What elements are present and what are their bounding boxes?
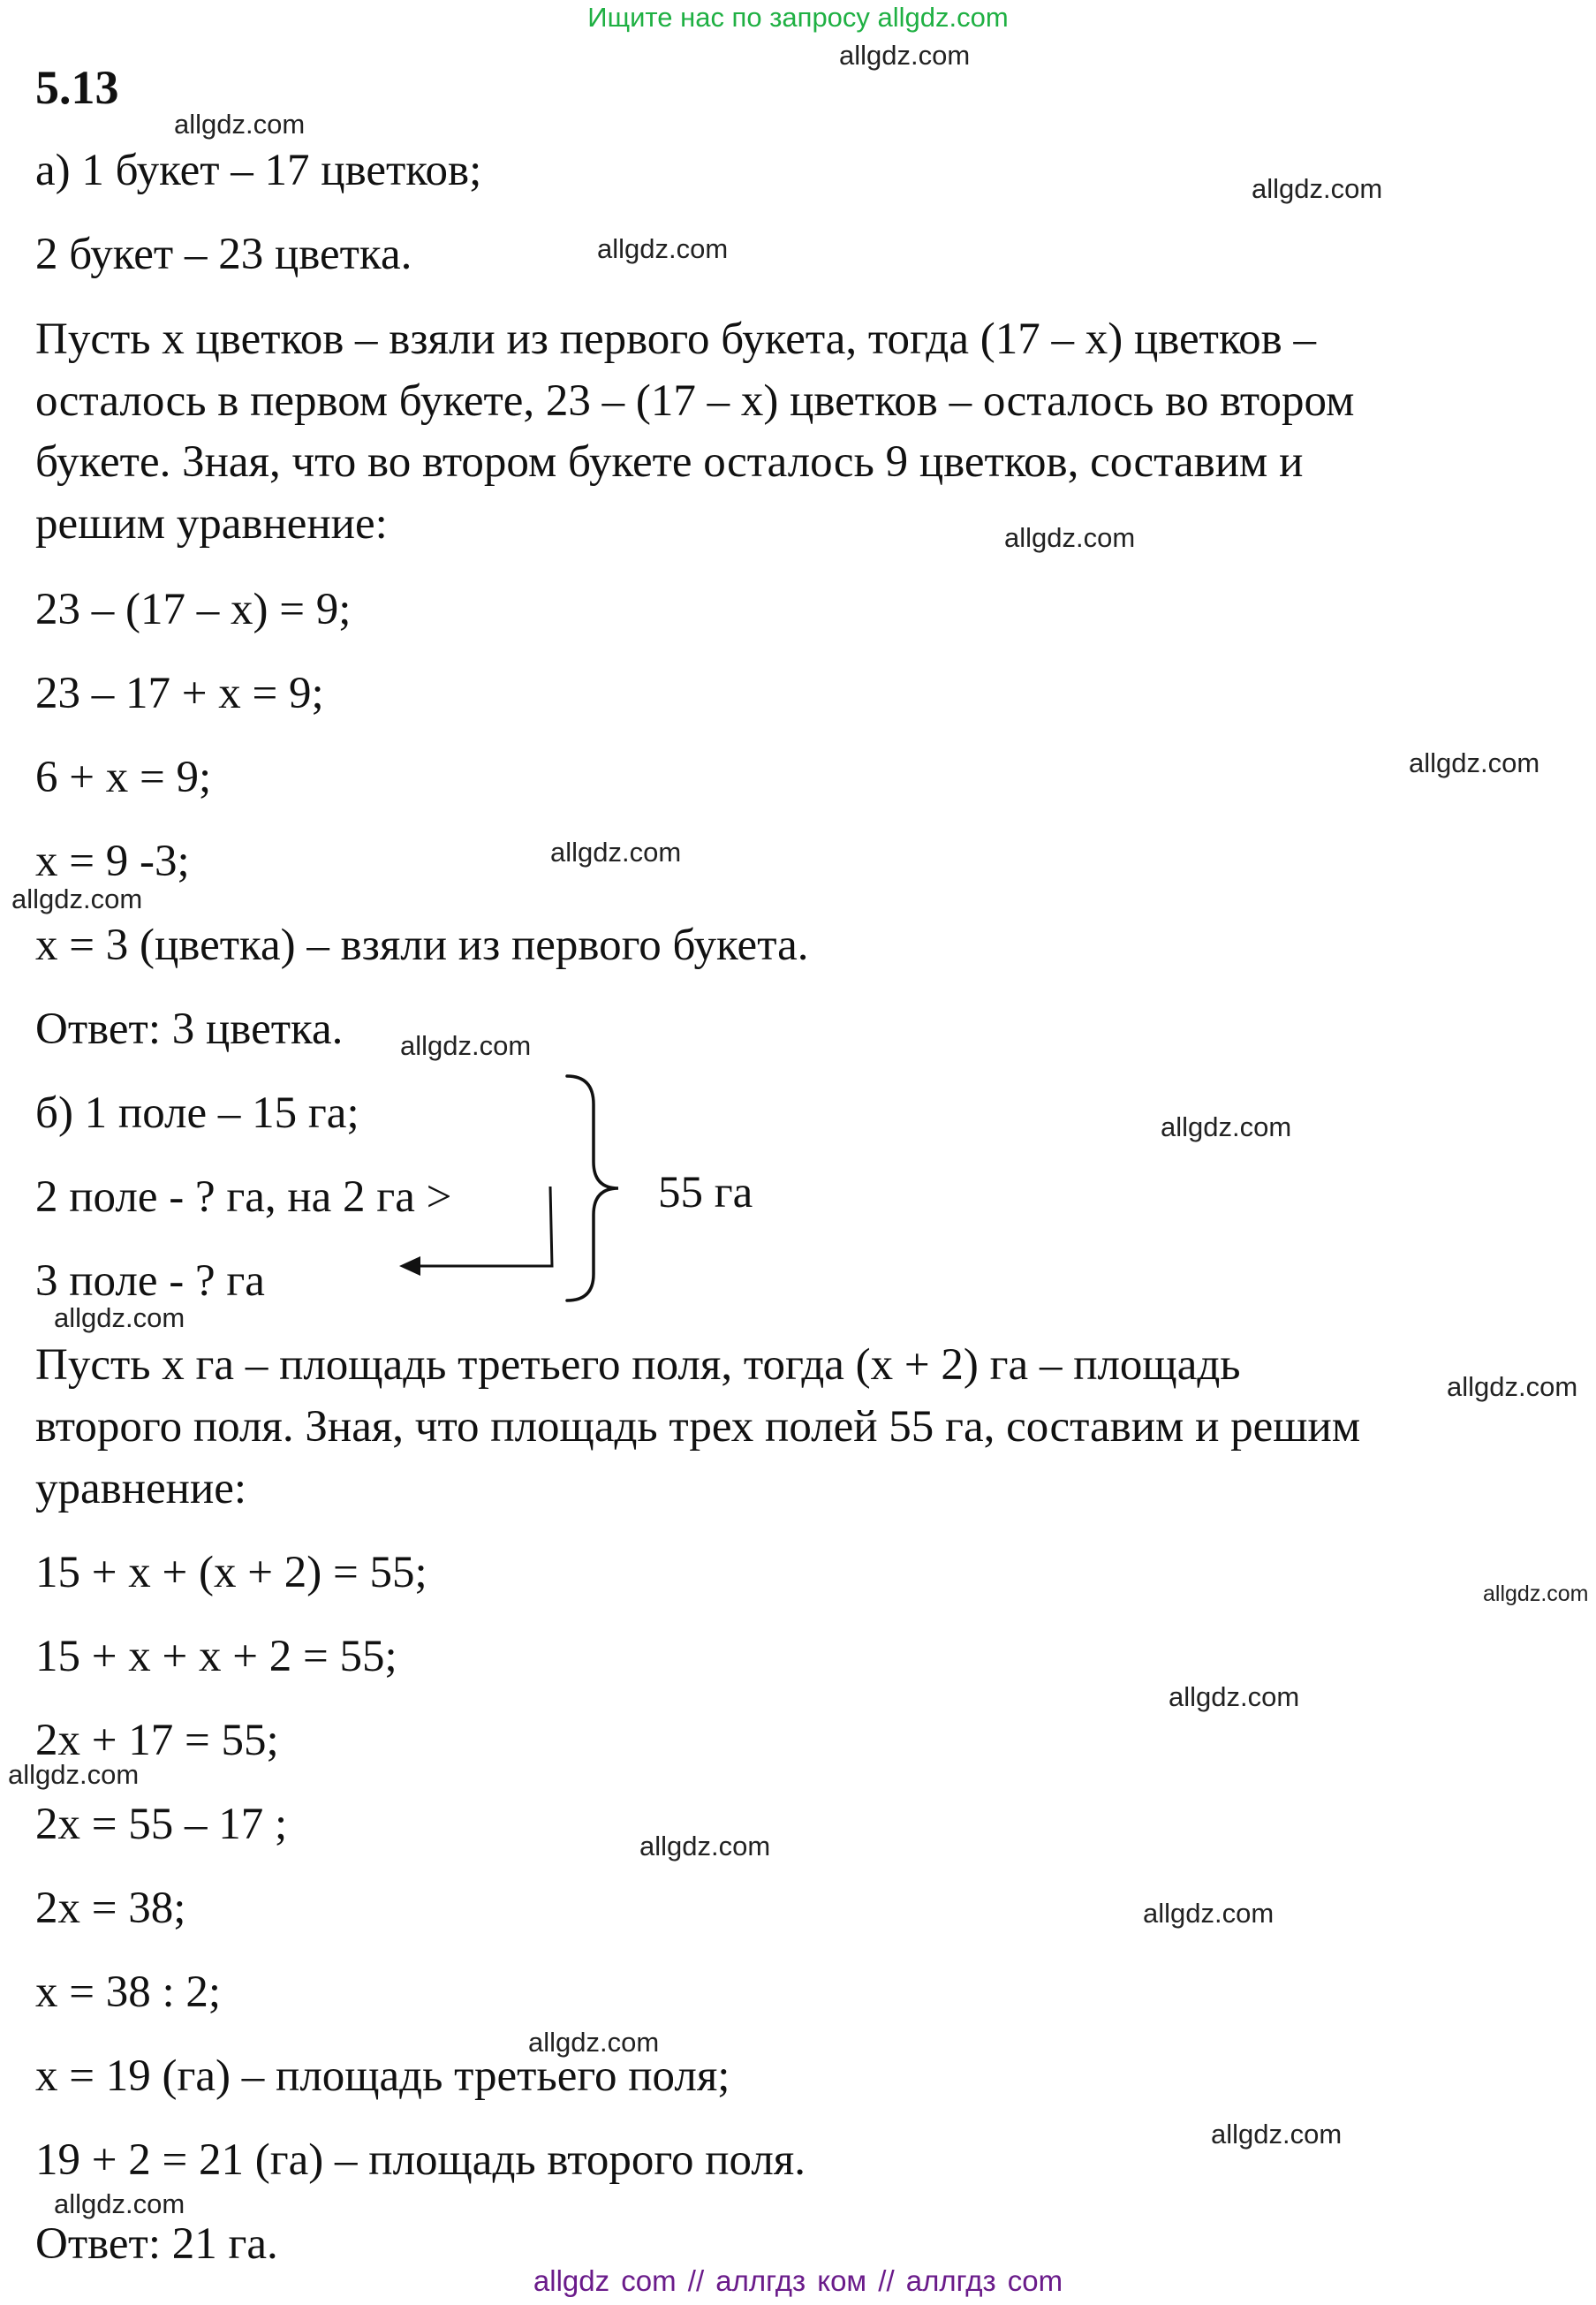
part-b-answer: Ответ: 21 га.: [35, 2219, 278, 2269]
part-a-line-1: а) 1 букет – 17 цветков;: [35, 146, 482, 195]
watermark: allgdz.com: [597, 233, 729, 264]
part-b-given-2: 2 поле - ? га, на 2 га >: [35, 1172, 452, 1222]
footer-links: allgdz com // аллгдз ком // аллгдз com: [533, 2264, 1063, 2297]
watermark: allgdz.com: [174, 109, 306, 140]
part-b-given-3: 3 поле - ? га: [35, 1256, 265, 1306]
part-b-equation-2: 15 + x + x + 2 = 55;: [35, 1632, 397, 1681]
part-a-line-3: Пусть x цветков – взяли из первого букета, тогда (17 – x) цветков –: [35, 315, 1316, 364]
watermark: allgdz.com: [639, 1831, 771, 1861]
right-brace: [567, 1076, 618, 1300]
watermark: allgdz.com: [1409, 747, 1540, 778]
part-b-equation-7: x = 19 (га) – площадь третьего поля;: [35, 2051, 730, 2101]
part-b-equation-6: x = 38 : 2;: [35, 1968, 222, 2017]
watermark: allgdz.com: [550, 837, 682, 868]
watermark: allgdz.com: [1483, 1581, 1589, 1606]
part-a-equation-4: x = 9 -3;: [35, 837, 190, 886]
given-scheme: [389, 1069, 618, 1308]
watermark: allgdz.com: [400, 1030, 532, 1061]
watermark: allgdz.com: [1143, 1898, 1275, 1929]
watermark: allgdz.com: [11, 883, 143, 914]
part-b-line-3: уравнение:: [35, 1464, 247, 1513]
watermark: allgdz.com: [8, 1759, 140, 1790]
part-a-line-6: решим уравнение:: [35, 499, 388, 549]
watermark: allgdz.com: [1004, 522, 1136, 553]
part-b-line-2: второго поля. Зная, что площадь трех полей 55 га, составим и решим: [35, 1402, 1361, 1452]
top-banner: Ищите нас по запросу allgdz.com: [587, 2, 1009, 33]
watermark: allgdz.com: [1169, 1681, 1300, 1712]
part-b-equation-1: 15 + x + (x + 2) = 55;: [35, 1548, 427, 1597]
part-a-equation-5: x = 3 (цветка) – взяли из первого букета.: [35, 921, 809, 970]
part-b-equation-8: 19 + 2 = 21 (га) – площадь второго поля.: [35, 2135, 806, 2185]
arrow-head: [399, 1256, 420, 1276]
part-b-given-1: б) 1 поле – 15 га;: [35, 1088, 359, 1138]
watermark: allgdz.com: [54, 1302, 185, 1333]
watermark: allgdz.com: [54, 2188, 185, 2219]
exercise-number: 5.13: [35, 61, 119, 114]
part-a-answer: Ответ: 3 цветка.: [35, 1005, 344, 1054]
part-b-equation-3: 2x + 17 = 55;: [35, 1716, 279, 1765]
part-a-equation-2: 23 – 17 + x = 9;: [35, 669, 324, 718]
part-a-equation-3: 6 + x = 9;: [35, 753, 212, 802]
part-a-equation-1: 23 – (17 – x) = 9;: [35, 585, 352, 634]
part-a-line-5: букете. Зная, что во втором букете осталось 9 цветков, составим и: [35, 437, 1304, 487]
watermark: allgdz.com: [528, 2027, 660, 2058]
watermark: allgdz.com: [1161, 1111, 1292, 1142]
part-a-line-2: 2 букет – 23 цветка.: [35, 230, 412, 279]
total-area: 55 га: [658, 1168, 753, 1217]
part-b-line-1: Пусть x га – площадь третьего поля, тогда (x + 2) га – площадь: [35, 1340, 1241, 1390]
part-b-equation-4: 2x = 55 – 17 ;: [35, 1800, 288, 1849]
part-b-equation-5: 2x = 38;: [35, 1884, 186, 1933]
comparison-arrow: [415, 1187, 552, 1266]
watermark: allgdz.com: [1211, 2119, 1343, 2150]
watermark: allgdz.com: [1252, 173, 1383, 204]
watermark: allgdz.com: [839, 40, 971, 71]
watermark: allgdz.com: [1447, 1371, 1578, 1402]
part-a-line-4: осталось в первом букете, 23 – (17 – x) цветков – осталось во втором: [35, 376, 1355, 426]
